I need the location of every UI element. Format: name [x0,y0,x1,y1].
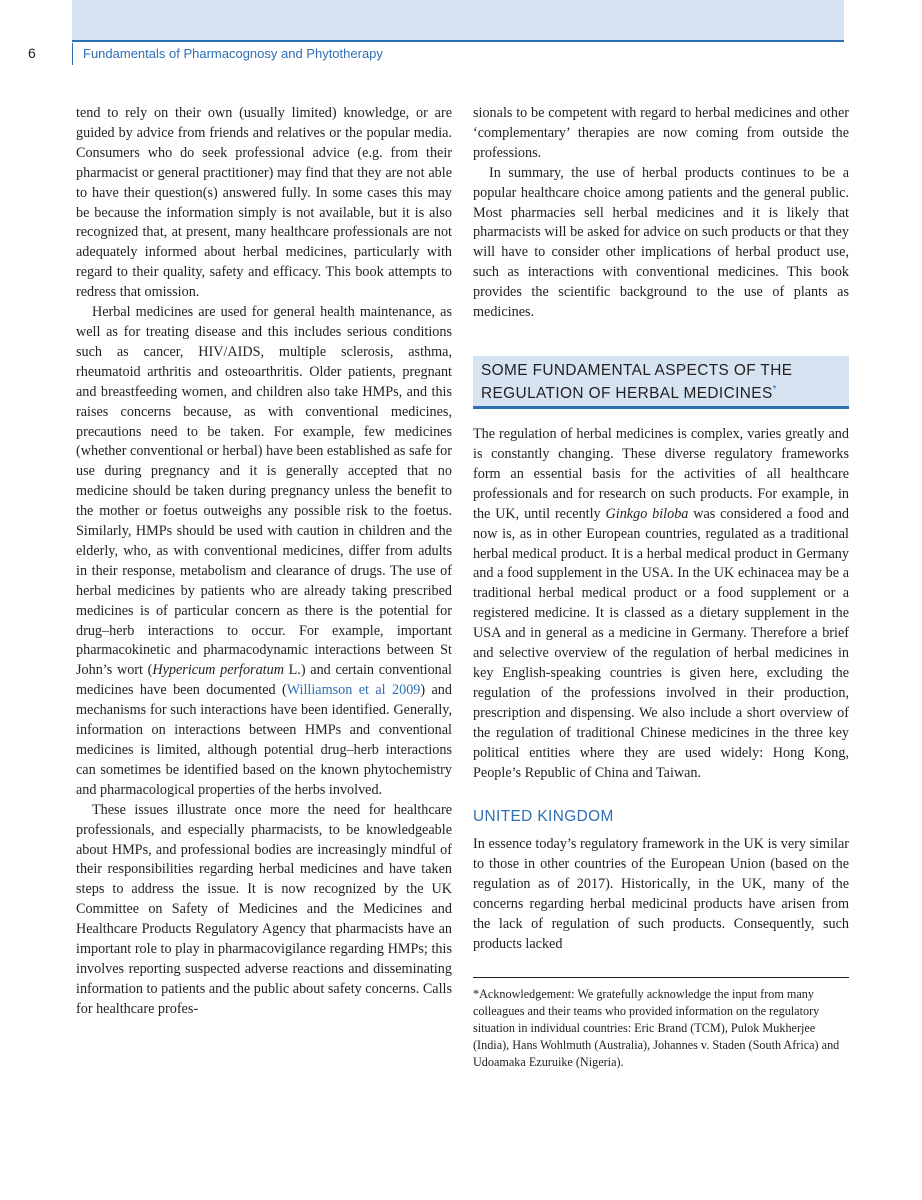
paragraph [76,303,452,801]
species-name: Hypericum perforatum [152,662,284,679]
section-heading-box [473,356,849,409]
text-run: ) and mechanisms for such interactions have been identified. Generally, information on interactions between HMPs and conventional medicines is limited, although potential drug–herb interactions can sometimes be identified based on the known phytochemistry and pharmacological properties of the herbs involved. [76,682,452,798]
text-run: Herbal medicines are used for general health maintenance, as well as for treating disease and this includes serious conditions such as cancer, HIV/AIDS, multiple sclerosis, asthma, rheumatoid arthritis and osteoarthritis. Older patients, pregnant and breastfeeding women, and children also take HMPs, and this raises concerns because, as with conventional medicines, precautions need to be taken. For example, few medicines (whether conventional or herbal) have been established as safe for use during pregnancy and it is generally accepted that no medicine should be taken during pregnancy unless the benefit to the mother or foetus outweighs any possible risk to the foetus. Similarly, HMPs should be used with caution in children and the elderly, who, as with conventional medicines, differ from adults in their response, metabolism and clearance of drugs. The use of herbal medicines by patients who are already taking prescribed medicines is of particular concern as there is the potential for drug–herb interactions to occur. For example, important pharmacokinetic and pharmacodynamic interactions between St John’s wort ( [76,304,452,679]
paragraph [473,425,849,783]
running-title: Fundamentals of Pharmacognosy and Phytotherapy [72,43,383,65]
section-heading [481,361,841,403]
page-number: 6 [28,45,36,61]
right-column [473,104,849,1071]
text-run: was considered a food and now is, as in other European countries, regulated as a traditional herbal medical product. It is a herbal medical product in Germany and a food supplement in the USA. In the UK echinacea may be a traditional herbal medical product or a food supplement or a registered medicine. It is classed as a dietary supplement in the USA and in general as a medicine in Germany. Therefore a brief and selective overview of the regulation of herbal medicines in key English-speaking countries is given here, excluding the regulation of the professions involved in their production, prescription and dispensing. We also include a short overview of the regulation of traditional Chinese medicines in the three key political entities where they are used widely: Hong Kong, People’s Republic of China and Taiwan. [473,505,850,781]
header-band [72,0,844,40]
subsection-heading: UNITED KINGDOM [473,808,614,826]
citation-link[interactable]: Williamson et al 2009 [286,682,421,699]
species-name: Ginkgo biloba [605,505,689,522]
left-column [76,104,452,1020]
paragraph: In summary, the use of herbal products continues to be a popular healthcare choice among patients and the general public. Most pharmacies sell herbal medicines and it is likely that pharmacists will be asked for advice on such products or that they will have to consider other implications of herbal product use, such as interactions with conventional medicines. This book provides the scientific background to the use of plants as medicines. [473,164,849,321]
section-heading-text: SOME FUNDAMENTAL ASPECTS OF THE REGULATION OF HERBAL MEDICINES [481,361,793,403]
paragraph: In essence today’s regulatory framework in the UK is very similar to those in other countries of the European Union (based on the regulation as of 2017). Historically, in the UK, many of the concerns regarding herbal medicinal products have arisen from the lack of regulation of such products. Consequently, such products lacked [473,836,849,952]
footnote-marker: * [772,383,777,395]
paragraph: tend to rely on their own (usually limited) knowledge, or are guided by advice from friends and relatives or the popular media. Consumers who do seek professional advice (e.g. from their pharmacist or general practitioner) may find that they are not able to have their question(s) answered fully. In some cases this may be because the information simply is not available, but it is also recognized that, at present, many healthcare professionals are not adequately informed about herbal medicines, particularly with regard to their quality, safety and efficacy. This book attempts to redress that omission. [76,105,452,301]
text-run: The regulation of herbal medicines is complex, varies greatly and is constantly changing. These diverse regulatory frameworks form an essential basis for the activities of all healthcare professionals and for research on such products. For example, in the UK, until recently [473,426,849,522]
paragraph: sionals to be competent with regard to herbal medicines and other ‘complementary’ therapies are now coming from outside the professions. [473,105,849,161]
footnote: *Acknowledgement: We gratefully acknowledge the input from many colleagues and their teams who provided information on the regulatory situation in individual countries: Eric Brand (TCM), Pulok Mukherjee (India), Hans Wohlmuth (Australia), Johannes v. Staden (South Africa) and Udoamaka Ezuruike (Nigeria). [473,986,840,1069]
footnote-rule [473,977,849,978]
paragraph: These issues illustrate once more the need for healthcare professionals, and especially pharmacists, to be knowledgeable about HMPs, and professional bodies are increasingly mindful of their responsibilities regarding herbal medicines and have taken steps to address the issue. It is now recognized by the UK Committee on Safety of Medicines and the Medicines and Healthcare Products Regulatory Agency that pharmacists have an important role to play in pharmacovigilance regarding HMPs; this involves reporting suspected adverse reactions and disseminating information to patients and the public about safety concerns. Calls for healthcare profes- [76,801,452,1017]
header-rule [72,40,844,42]
text-run: L.) and certain conventional medicines have been documented ( [76,662,452,699]
